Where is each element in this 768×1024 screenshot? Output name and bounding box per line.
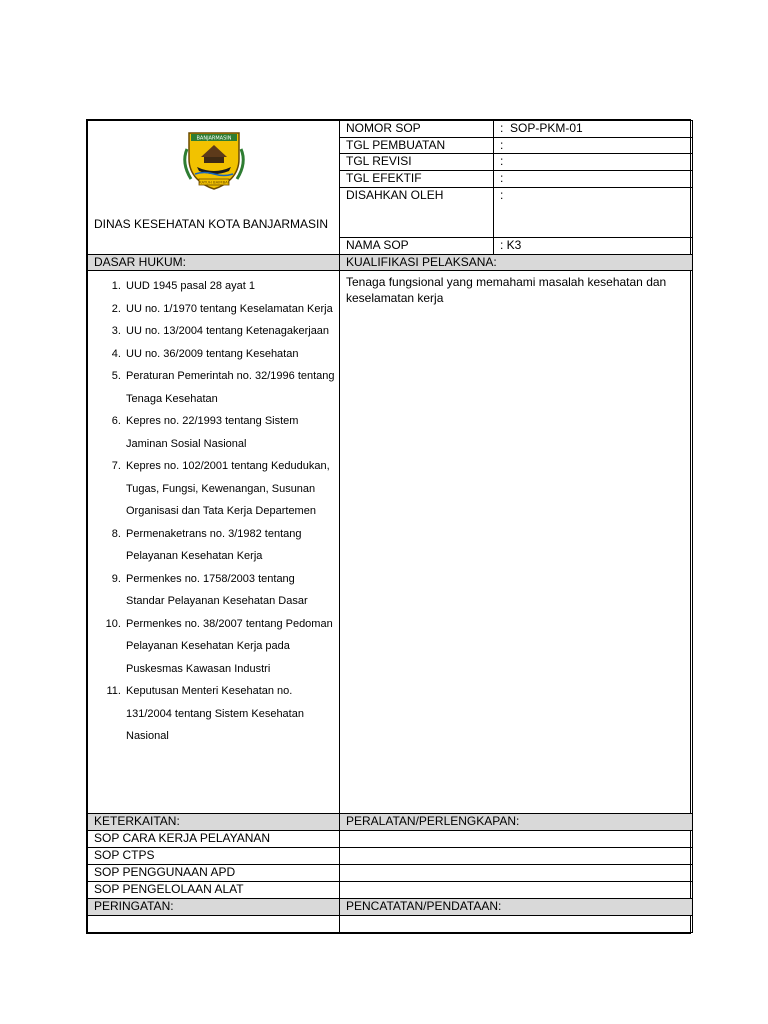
org-name: DINAS KESEHATAN KOTA BANJARMASIN [94,217,329,231]
peralatan-empty-row [340,882,693,899]
peralatan-heading: PERALATAN/PERLENGKAPAN: [340,814,693,831]
dasar-hukum-item: 1. UUD 1945 pasal 28 ayat 1 [124,275,335,298]
peringatan-heading: PERINGATAN: [88,899,340,916]
dasar-hukum-heading: DASAR HUKUM: [88,255,340,271]
field-value-nama-sop: : K3 [494,238,693,255]
logo-text-top: BANJARMASIN [196,135,232,142]
keterkaitan-item: SOP CTPS [88,848,340,865]
peralatan-empty-row [340,865,693,882]
keterkaitan-item: SOP CARA KERJA PELAYANAN [88,831,340,848]
field-value-tgl-efektif: : [494,171,693,188]
header-logo-cell [88,121,340,255]
dasar-hukum-item: 8. Permenaketrans no. 3/1982 tentang Pelayanan Kesehatan Kerja [124,523,335,568]
kualifikasi-text: Tenaga fungsional yang memahami masalah kesehatan dan keselamatan kerja [340,271,693,814]
keterkaitan-heading: KETERKAITAN: [88,814,340,831]
sop-table [87,120,693,933]
sop-document [86,119,691,934]
field-label-tgl-efektif: TGL EFEKTIF [340,171,494,188]
dasar-hukum-item: 11. Keputusan Menteri Kesehatan no. 131/2004 tentang Sistem Kesehatan Nasional [124,680,335,748]
keterkaitan-item: SOP PENGGUNAAN APD [88,865,340,882]
dasar-hukum-item: 4. UU no. 36/2009 tentang Kesehatan [124,343,335,366]
pencatatan-empty-row [340,916,693,933]
dasar-hukum-item: 7. Kepres no. 102/2001 tentang Kedudukan, Tugas, Fungsi, Kewenangan, Susunan Organisasi dan Tata Kerja Departemen [124,455,335,523]
logo-text-bottom: KAYUH BAIMBAI [199,179,229,185]
dasar-hukum-list [92,271,335,754]
field-label-tgl-pembuatan: TGL PEMBUATAN [340,138,494,154]
pencatatan-heading: PENCATATAN/PENDATAAN: [340,899,693,916]
dasar-hukum-item: 2. UU no. 1/1970 tentang Keselamatan Kerja [124,298,335,321]
field-label-nomor-sop: NOMOR SOP [340,121,494,138]
dasar-hukum-item: 5. Peraturan Pemerintah no. 32/1996 tentang Tenaga Kesehatan [124,365,335,410]
field-label-nama-sop: NAMA SOP [340,238,494,255]
banjarmasin-emblem-icon [179,129,249,191]
field-value-tgl-pembuatan: : [494,138,693,154]
field-value-tgl-revisi: : [494,154,693,171]
dasar-hukum-item: 6. Kepres no. 22/1993 tentang Sistem Jaminan Sosial Nasional [124,410,335,455]
field-label-disahkan-oleh: DISAHKAN OLEH [340,188,494,238]
peringatan-empty-row [88,916,340,933]
dasar-hukum-item: 3. UU no. 13/2004 tentang Ketenagakerjaan [124,320,335,343]
dasar-hukum-cell [88,271,340,814]
peralatan-empty-row [340,848,693,865]
field-label-tgl-revisi: TGL REVISI [340,154,494,171]
kualifikasi-heading: KUALIFIKASI PELAKSANA: [340,255,693,271]
dasar-hukum-item: 10. Permenkes no. 38/2007 tentang Pedoman Pelayanan Kesehatan Kerja pada Puskesmas Kawasan Industri [124,613,335,681]
dasar-hukum-item: 9. Permenkes no. 1758/2003 tentang Standar Pelayanan Kesehatan Dasar [124,568,335,613]
field-value-disahkan-oleh: : [494,188,693,238]
field-value-nomor-sop: : SOP-PKM-01 [494,121,693,138]
keterkaitan-item: SOP PENGELOLAAN ALAT [88,882,340,899]
peralatan-empty-row [340,831,693,848]
